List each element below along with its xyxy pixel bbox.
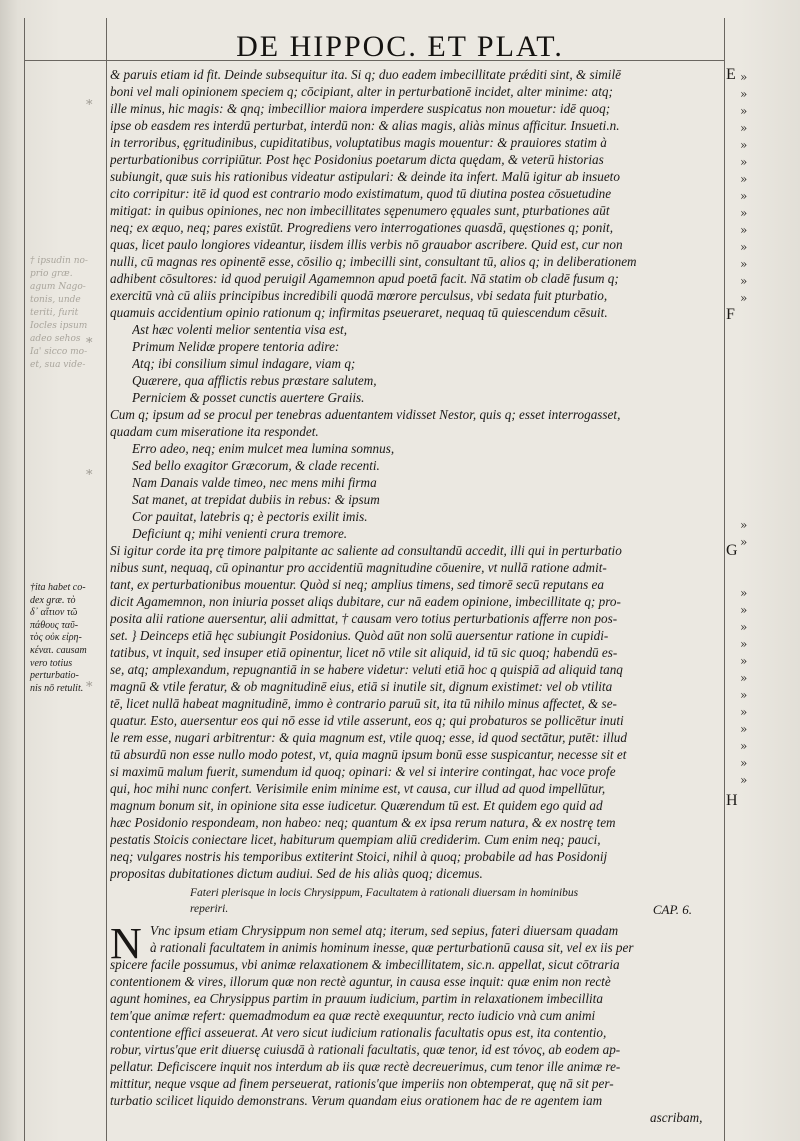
text-line: boni vel mali opinionem speciem q; cōcipiant, alter in perturbationē incidet, alter minime: atq; bbox=[110, 84, 613, 99]
asterisk-marker: * bbox=[86, 98, 93, 113]
quote-mark: » bbox=[740, 223, 748, 237]
text-line: exercitū vnà cū aliis principibus incredibili quodā mœrore perculsus, vbi sedata fuit pturbatio, bbox=[110, 288, 608, 303]
faint-note-line: † ipsudin no- bbox=[30, 256, 88, 266]
paragraph-2 bbox=[110, 406, 722, 440]
verse-line: Sat manet, at trepidat dubiis in rebus: & ipsum bbox=[132, 492, 380, 507]
margin-note-line: nis nō retulit. bbox=[30, 682, 84, 694]
text-line: se, atq; amplexandum, repugnantiā in se habere videtur: veluti etiā hoc q quispiā ad aliquid tanq bbox=[110, 662, 623, 677]
margin-note-line: δ᾽ αἴτιον τῶ bbox=[30, 607, 78, 619]
faint-note-line: et, sua vide- bbox=[30, 360, 86, 370]
section-letter-h: H bbox=[726, 792, 738, 809]
text-line: mitigat: in quibus opiniones, nec non imbecillitates sępenumero ęquales sunt, pturbationes aūt bbox=[110, 203, 610, 218]
quote-mark: » bbox=[740, 87, 748, 101]
section-letter-e: E bbox=[726, 66, 736, 83]
quote-mark: » bbox=[740, 206, 748, 220]
text-line: mittitur, neque vsque ad finem perseuerat, rationis'que imperiis non obtemperat, quę nā sit per- bbox=[110, 1076, 614, 1091]
quote-mark: » bbox=[740, 756, 748, 770]
paragraph-3 bbox=[110, 542, 722, 882]
quote-mark: » bbox=[740, 722, 748, 736]
margin-note-line: κέναι. causam bbox=[30, 644, 87, 656]
drop-cap: N bbox=[110, 919, 142, 968]
chapter-summary-end: reperiri. bbox=[190, 903, 229, 915]
text-line: magnum bonum sit, in opinione sita esse iudicetur. Quærendum tū est. Et quidem ego quid ad bbox=[110, 798, 603, 813]
faint-margin-note bbox=[30, 255, 102, 372]
text-line: cito corripitur: itē id quod est contrario modo existimatum, quod tū diutina postea cōsuetudine bbox=[110, 186, 612, 201]
text-line: tē, licet nullā habeat magnitudinē, immo è contrario paruū sit, ita tū nihilo minus affectet, & se- bbox=[110, 696, 617, 711]
text-line: turbatio scilicet liquido demonstrans. Verum quandam eius orationem hac de re agentem iam bbox=[110, 1093, 603, 1108]
verse-line: Ast hæc volenti melior sententia visa est, bbox=[132, 322, 347, 337]
verse-line: Primum Nelidæ propere tentoria adire: bbox=[132, 339, 340, 354]
faint-note-line: agum Nago- bbox=[30, 282, 86, 292]
faint-note-line: adeo sehos bbox=[30, 334, 81, 344]
text-line: Vnc ipsum etiam Chrysippum non semel atq; iterum, sed sepius, fateri diuersam quadam bbox=[150, 923, 619, 938]
text-line: tatibus, vt inquit, sed insuper etiā opinentur, licet nō vtile sit aliquid, id tū sic quoq; habendū es- bbox=[110, 645, 618, 660]
verse-line: Erro adeo, neq; enim mulcet mea lumina somnus, bbox=[132, 441, 395, 456]
asterisk-marker: * bbox=[86, 336, 93, 351]
margin-note-line: vero totius bbox=[30, 657, 73, 669]
text-line: dicit Agamemnon, non iniuria posset aliqs dubitare, cur nā eadem opinione, imbecillitate q; pro- bbox=[110, 594, 621, 609]
text-line: neq; ex æquo, neq; pares existūt. Progrediens vero interrogationes quasdā, quęstiones q; ponit, bbox=[110, 220, 613, 235]
asterisk-marker: * bbox=[86, 468, 93, 483]
margin-note bbox=[30, 582, 102, 695]
faint-note-line: teriti, furit bbox=[30, 308, 79, 318]
quote-mark: » bbox=[740, 654, 748, 668]
text-line: magnū & vtile feratur, & ob magnitudinē eius, etiā si inutile sit, dignum existimet: vel ob vtilita bbox=[110, 679, 613, 694]
quote-mark: » bbox=[740, 189, 748, 203]
quote-mark: » bbox=[740, 535, 748, 549]
text-line: Cum q; ipsum ad se procul per tenebras aduentantem vidisset Nestor, quis q; esset interrogasset, bbox=[110, 407, 621, 422]
quote-mark: » bbox=[740, 586, 748, 600]
quote-mark: » bbox=[740, 705, 748, 719]
margin-note-line: πάθους ταῦ- bbox=[30, 619, 79, 631]
verse-1 bbox=[110, 321, 722, 406]
paragraph-1 bbox=[110, 66, 722, 321]
verse-line: Quærere, qua afflictis rebus præstare salutem, bbox=[132, 373, 377, 388]
chapter-number: CAP. 6. bbox=[652, 902, 692, 917]
section-letter-f: F bbox=[726, 306, 735, 323]
text-line: tant, ex perturbationibus mouentur. Quòd si neq; amplius timens, sed timorē secū reputans ea bbox=[110, 577, 604, 592]
verse-line: Sed bello exagitor Græcorum, & clade recenti. bbox=[132, 458, 380, 473]
quote-mark: » bbox=[740, 155, 748, 169]
text-line: set. } Deinceps etiā hęc subiungit Posidonius. Quòd aūt non solū auersentur ratione in cupidi- bbox=[110, 628, 609, 643]
section-letter-g: G bbox=[726, 542, 738, 559]
text-line: quatur. Esto, auersentur eos qui nō esse id vtile asserunt, eos q; qui probaturos se pollicētur inuti bbox=[110, 713, 624, 728]
quote-mark: » bbox=[740, 671, 748, 685]
running-head: DE HIPPOC. ET PLAT. bbox=[236, 30, 564, 63]
quote-mark: » bbox=[740, 70, 748, 84]
text-line: & paruis etiam id fit. Deinde subsequitur ita. Si q; duo eadem imbecillitate prǽditi sint, & similē bbox=[110, 67, 621, 82]
text-line: propositas dubitationes dictum audiui. Sed de his aliàs quoq; dicemus. bbox=[110, 866, 483, 881]
text-line: ille minus, hic magis: & qnq; imbecillior maiora imperdere suspicatus non mouetur: idē quoq; bbox=[110, 101, 611, 116]
faint-note-line: Ia' sicco mo- bbox=[30, 347, 88, 357]
quote-mark: » bbox=[740, 637, 748, 651]
chapter-heading-line bbox=[110, 901, 722, 918]
verse-line: Cor pauitat, latebris q; è pectoris exilit imis. bbox=[132, 509, 368, 524]
right-inner-rule bbox=[724, 18, 725, 1141]
chapter-summary-line: Fateri plerisque in locis Chrysippum, Facultatem à rationali diuersam in hominibus bbox=[190, 887, 579, 899]
quote-mark: » bbox=[740, 172, 748, 186]
text-line: ascribam, bbox=[650, 1110, 703, 1125]
text-line: nibus sunt, nequaq, cū opinantur pro accidentiū magnitudine cōuenire, vt nullā ratione admit- bbox=[110, 560, 607, 575]
text-line: subiungit, quæ suis his rationibus videatur astipulari: & deinde ita infert. Malū igitur ab insueto bbox=[110, 169, 620, 184]
verse-line: Deficiunt q; mihi venienti crura tremore. bbox=[132, 526, 348, 541]
text-line: perturbationibus corripiūtur. Post hęc Posidonius poetarum dicta quędam, & veterū historias bbox=[110, 152, 604, 167]
verse-line: Perniciem & posset cunctis auertere Graiis. bbox=[132, 390, 365, 405]
quote-mark: » bbox=[740, 518, 748, 532]
text-line: posita alii ratione auersentur, alii admittat, † causam vero totius perturbationis afferre non pos- bbox=[110, 611, 618, 626]
quote-mark: » bbox=[740, 121, 748, 135]
quote-mark: » bbox=[740, 274, 748, 288]
quote-mark: » bbox=[740, 773, 748, 787]
faint-note-line: Iocles ipsum bbox=[30, 321, 88, 331]
verse-line: Atq; ibi consilium simul indagare, viam q; bbox=[132, 356, 356, 371]
text-line: à rationali facultatem in animis hominum inesse, quæ perturbationū causa sit, vel ex iis per bbox=[150, 940, 634, 955]
quote-mark: » bbox=[740, 240, 748, 254]
quote-mark: » bbox=[740, 739, 748, 753]
text-line: agunt homines, ea Chrysippus partim in prauum iudicium, partim in relaxationem imbecillita bbox=[110, 991, 603, 1006]
text-line: Si igitur corde ita prę timore palpitante ac saliente ad consultandū accedit, illi qui in perturbatio bbox=[110, 543, 622, 558]
text-line: neq; vulgares nostris his temporibus extiterint Stoici, nihil à quoq; probabile ad has Posidonij bbox=[110, 849, 608, 864]
text-line: pellatur. Deficiscere inquit nos interdum ab iis quæ rectè decreuerimus, cum tenor ille animæ re- bbox=[110, 1059, 621, 1074]
text-line: adhibent cōsultores: id quod peruigil Agamemnon apud poetā facit. Nā statim ob cladē fusum q; bbox=[110, 271, 619, 286]
faint-note-line: tonis, unde bbox=[30, 295, 81, 305]
quote-mark: » bbox=[740, 688, 748, 702]
text-line: in terroribus, ęgritudinibus, cupiditatibus, voluptatibus magis mouentur: & prauiores statim à bbox=[110, 135, 607, 150]
verse-2 bbox=[110, 440, 722, 542]
text-line: tem'que animæ refert: quemadmodum ea quæ rectè exequuntur, recto iudicio vnà cum animi bbox=[110, 1008, 596, 1023]
text-line: spicere facile possumus, vbi animæ relaxationem & imbecillitatem, sic.n. appellat, sicut cōtraria bbox=[110, 957, 620, 972]
main-text bbox=[110, 66, 722, 1126]
chapter-summary bbox=[110, 886, 722, 901]
text-line: robur, virtus'que erit diuersę cuiusdā à rationali facultatis, quæ tenor, id est τόνος, ab eodem ap- bbox=[110, 1042, 621, 1057]
text-line: quadam cum miseratione ita respondet. bbox=[110, 424, 319, 439]
text-line: contentionem & vires, illorum quæ non rectè aguntur, in causa esse inquit: quæ enim non rectè bbox=[110, 974, 611, 989]
paragraph-4 bbox=[110, 919, 722, 1126]
text-line: hæc Posidonio respondeam, non habeo: neq; quantum & ex ipsa rerum natura, & ex nostrę tem bbox=[110, 815, 616, 830]
quote-mark: » bbox=[740, 104, 748, 118]
text-line: nulli, cū magnas res opinentē esse, cōsilio q; imbecilli sint, consultant tū, alios q; in deliberationem bbox=[110, 254, 637, 269]
text-line: qui, hoc mihi nunc confert. Verisimile enim minime est, vt causa, cur illud ad quod impellūtur, bbox=[110, 781, 606, 796]
text-line: pestatis Stoicis coniectare licet, habiturum quempiam aliū crediderim. Cum enim neq; pauci, bbox=[110, 832, 601, 847]
left-outer-rule bbox=[24, 18, 25, 1141]
margin-note-line: †ita habet co- bbox=[30, 582, 86, 593]
text-line: si maximū malum fuerit, sumendum id quoq; opinari: & vel si interire contingat, hac voce profe bbox=[110, 764, 616, 779]
asterisk-marker: * bbox=[86, 680, 93, 695]
text-line: contentione effici asseuerat. At vero sicut iudicium rationalis facultatis opus est, ita contentio, bbox=[110, 1025, 607, 1040]
text-line: quas, licet paulo longiores videantur, iisdem illis verbis nō grauabor ascribere. Quid est, cur non bbox=[110, 237, 623, 252]
margin-note-line: τὸς οὐκ εἰρη- bbox=[30, 632, 82, 644]
quote-mark: » bbox=[740, 138, 748, 152]
quote-mark: » bbox=[740, 620, 748, 634]
quote-mark: » bbox=[740, 603, 748, 617]
faint-note-line: prio græ. bbox=[30, 269, 73, 279]
text-line: tū absurdū non esse nullo modo potest, vt, quia magnū ipsum bonū esse suspicantur, necesse sit et bbox=[110, 747, 627, 762]
text-line: ipse ob easdem res interdū perturbat, interdū non: & alias magis, aliàs minus afficitur. Insueti.n. bbox=[110, 118, 620, 133]
quote-mark: » bbox=[740, 291, 748, 305]
text-line: le rem esse, nugari arbitrentur: & quia magnum est, vtile quoq; esse, id quod sectātur, putēt: illud bbox=[110, 730, 627, 745]
text-line: quamuis accidentium opinio rationum q; infirmitas pseueraret, nequaq tū quiescendum cēsuit. bbox=[110, 305, 608, 320]
margin-note-line: perturbatio- bbox=[30, 670, 79, 682]
quote-mark: » bbox=[740, 257, 748, 271]
margin-note-line: dex græ. τὸ bbox=[30, 594, 76, 606]
left-inner-rule bbox=[106, 18, 107, 1141]
verse-line: Nam Danais valde timeo, nec mens mihi firma bbox=[132, 475, 377, 490]
